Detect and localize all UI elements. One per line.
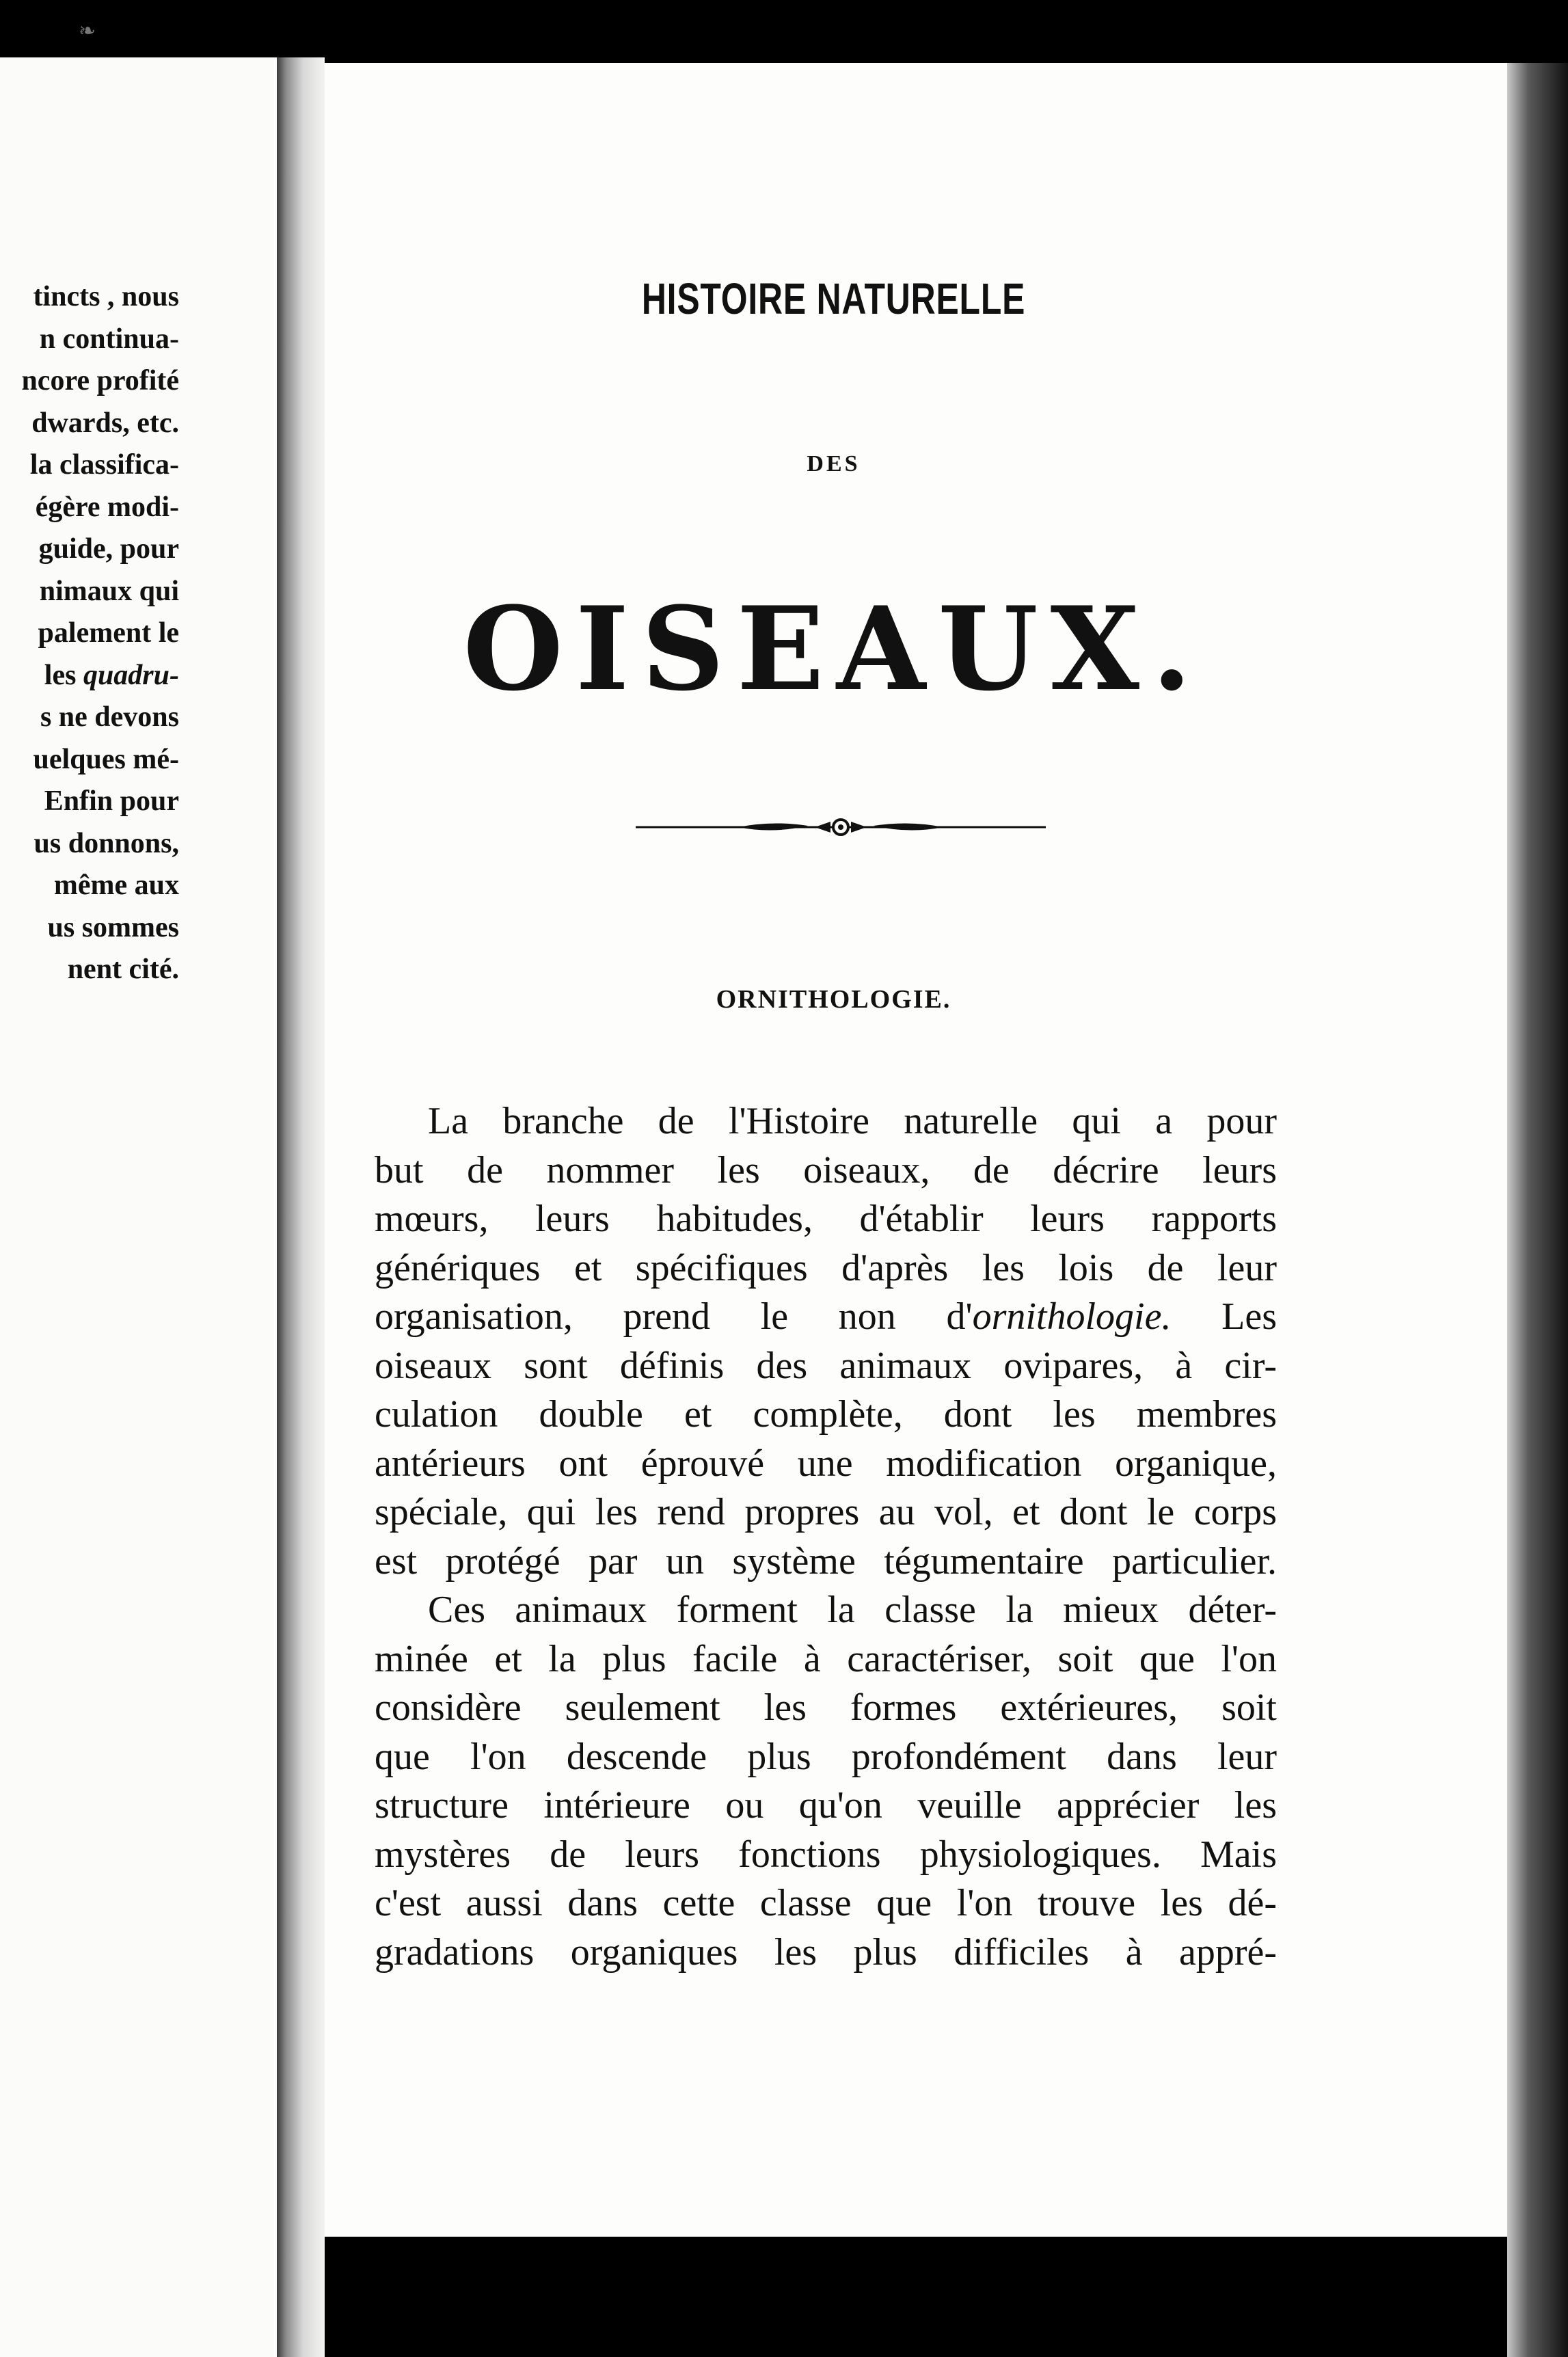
body-line	[375, 1293, 1277, 1342]
left-page-line-text: s ne devons	[40, 701, 179, 733]
body-line: spéciale, qui les rend propres au vol, et dont le corps	[375, 1491, 1277, 1533]
italic-term: ornithologie.	[972, 1295, 1172, 1338]
body-paragraphs	[375, 1097, 1277, 1977]
body-line: antérieurs ont éprouvé une modification organique,	[375, 1442, 1277, 1485]
left-page	[0, 57, 277, 2357]
body-line: La branche de l'Histoire naturelle qui a pour	[428, 1100, 1277, 1142]
left-page-line-text: n continua-	[39, 323, 179, 355]
left-page-line-text: dwards, etc.	[31, 407, 179, 439]
left-page-line-text: Enfin pour	[44, 785, 179, 817]
left-page-line-text: les	[44, 659, 83, 691]
left-page-line-text: même aux	[53, 870, 179, 901]
body-line: que l'on descende plus profondément dans leur	[375, 1735, 1277, 1778]
ornament-rule-icon	[636, 813, 1046, 841]
body-line-text: organisation, prend le non d'	[375, 1295, 973, 1338]
body-line: structure intérieure ou qu'on veuille apprécier les	[375, 1784, 1277, 1827]
body-line: gradations organiques les plus difficiles à appré-	[375, 1930, 1277, 1974]
left-page-line	[0, 444, 179, 487]
body-line: culation double et complète, dont les membres	[375, 1393, 1277, 1436]
series-title: HISTOIRE NATURELLE	[641, 274, 1026, 323]
left-page-line	[0, 823, 179, 865]
body-line: Ces animaux forment la classe la mieux déter-	[428, 1589, 1277, 1631]
body-line-text: Les	[1171, 1295, 1277, 1338]
body-line: oiseaux sont définis des animaux ovipares, à cir-	[375, 1344, 1277, 1387]
left-page-line	[0, 528, 179, 571]
section-heading: ORNITHOLOGIE.	[716, 985, 951, 1014]
main-title: OISEAUX.	[463, 581, 1204, 716]
left-page-line	[0, 403, 179, 445]
left-page-line-text: tincts , nous	[33, 281, 179, 312]
page-edge-shadow	[1507, 63, 1568, 2357]
left-page-line	[0, 739, 179, 781]
body-line: but de nommer les oiseaux, de décrire leurs	[375, 1148, 1277, 1191]
left-page-line-text: guide, pour	[38, 533, 179, 565]
body-line: mystères de leurs fonctions physiologiques. Mais	[375, 1833, 1277, 1876]
left-page-text	[0, 276, 179, 991]
left-page-line	[0, 612, 179, 655]
left-page-line	[0, 907, 179, 949]
book-gutter	[277, 57, 325, 2357]
left-page-line-text: uelques mé-	[33, 743, 179, 775]
left-page-line	[0, 949, 179, 991]
left-page-line-text: palement le	[38, 617, 179, 649]
left-page-line	[0, 571, 179, 613]
left-page-line-text: us sommes	[47, 911, 179, 943]
title-preposition: DES	[807, 451, 861, 476]
body-line: considère seulement les formes extérieures, soit	[375, 1686, 1277, 1729]
left-page-line-text: nent cité.	[67, 954, 179, 985]
left-page-line-text: nimaux qui	[39, 575, 179, 607]
left-page-line	[0, 781, 179, 823]
body-line: mœurs, leurs habitudes, d'établir leurs rapports	[375, 1198, 1277, 1240]
left-page-line	[0, 487, 179, 529]
left-page-line-text: ncore profité	[21, 365, 179, 396]
left-page-line	[0, 655, 179, 697]
body-line: c'est aussi dans cette classe que l'on trouve les dé-	[375, 1882, 1277, 1924]
left-page-line	[0, 276, 179, 319]
scan-border	[325, 2237, 1507, 2357]
body-line: génériques et spécifiques d'après les lois de leur	[375, 1246, 1277, 1289]
left-page-line-text: us donnons,	[33, 827, 179, 859]
body-line: est protégé par un système tégumentaire particulier.	[375, 1539, 1277, 1582]
left-page-line	[0, 319, 179, 361]
left-page-italic-word: quadru-	[83, 659, 179, 691]
left-page-line	[0, 360, 179, 403]
left-page-line	[0, 697, 179, 739]
left-page-line-text: égère modi-	[35, 491, 179, 523]
left-page-line-text: la classifica-	[29, 449, 179, 481]
left-page-line	[0, 865, 179, 907]
scan-mark: ❧	[79, 19, 96, 43]
body-line: minée et la plus facile à caractériser, soit que l'on	[375, 1637, 1277, 1680]
